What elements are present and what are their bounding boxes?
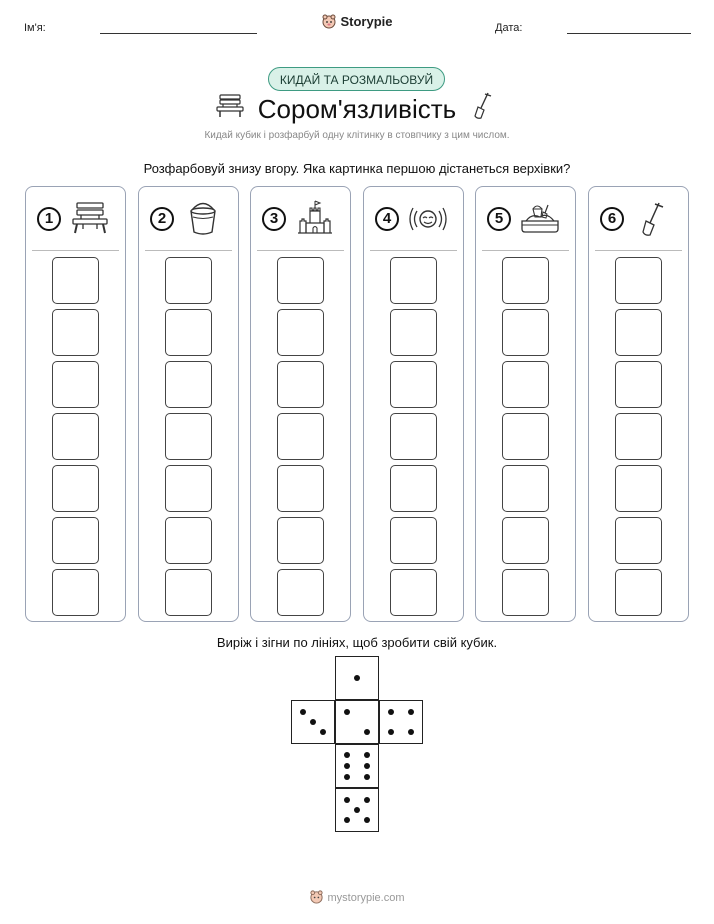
pip (354, 675, 360, 681)
date-label: Дата: (495, 22, 523, 34)
color-cell[interactable] (502, 361, 549, 408)
color-cell[interactable] (390, 257, 437, 304)
column-5 (475, 186, 576, 622)
cut-instruction: Виріж і зігни по лініях, щоб зробити свій кубик. (216, 635, 498, 650)
pip (344, 774, 350, 780)
pip (310, 719, 316, 725)
color-cell[interactable] (390, 465, 437, 512)
brand-logo (0, 13, 714, 29)
pip (344, 752, 350, 758)
color-cell[interactable] (277, 465, 324, 512)
footer-url[interactable]: mystorypie.com (327, 892, 405, 904)
column-number: 3 (262, 207, 286, 231)
color-cell[interactable] (277, 517, 324, 564)
divider (595, 250, 682, 251)
date-line[interactable] (567, 33, 691, 34)
mascot-icon (321, 13, 337, 29)
column-number: 1 (37, 207, 61, 231)
color-cell[interactable] (502, 465, 549, 512)
pip (344, 817, 350, 823)
activity-tag: КИДАЙ ТА РОЗМАЛЬОВУЙ (268, 67, 445, 91)
pip (300, 709, 306, 715)
column-4 (363, 186, 464, 622)
instruction: Розфарбовуй знизу вгору. Яка картинка першою дістанеться верхівки? (143, 161, 571, 176)
column-number: 5 (487, 207, 511, 231)
mascot-icon (309, 889, 324, 904)
page-title: Сором'язливість (257, 94, 457, 124)
color-cell[interactable] (52, 361, 99, 408)
divider (370, 250, 457, 251)
color-cell[interactable] (165, 465, 212, 512)
color-cell[interactable] (165, 413, 212, 460)
color-cell[interactable] (615, 309, 662, 356)
pip (408, 729, 414, 735)
color-cell[interactable] (502, 257, 549, 304)
name-line[interactable] (100, 33, 257, 34)
color-cell[interactable] (52, 413, 99, 460)
die-face-6 (335, 744, 379, 788)
color-cell[interactable] (502, 517, 549, 564)
column-6 (588, 186, 689, 622)
color-cell[interactable] (615, 465, 662, 512)
divider (145, 250, 232, 251)
pip (364, 752, 370, 758)
name-label: Ім'я: (24, 22, 46, 34)
color-cell[interactable] (502, 309, 549, 356)
color-cell[interactable] (615, 361, 662, 408)
die-face-2 (335, 700, 379, 744)
color-cell[interactable] (52, 465, 99, 512)
pip (364, 763, 370, 769)
column-2 (138, 186, 239, 622)
color-cell[interactable] (165, 257, 212, 304)
color-cell[interactable] (165, 517, 212, 564)
pip (364, 774, 370, 780)
column-number: 6 (600, 207, 624, 231)
color-cell[interactable] (165, 361, 212, 408)
color-cell[interactable] (165, 309, 212, 356)
color-cell[interactable] (390, 569, 437, 616)
die-face-4 (379, 700, 423, 744)
divider (257, 250, 344, 251)
bucket-icon (183, 199, 223, 239)
column-3 (250, 186, 351, 622)
shovel-icon (633, 199, 673, 239)
column-number: 4 (375, 207, 399, 231)
color-cell[interactable] (277, 361, 324, 408)
pip (364, 797, 370, 803)
color-cell[interactable] (277, 257, 324, 304)
brand-name: Storypie (340, 14, 393, 29)
divider (482, 250, 569, 251)
pip (388, 729, 394, 735)
die-face-1 (335, 656, 379, 700)
color-cell[interactable] (52, 569, 99, 616)
column-number: 2 (150, 207, 174, 231)
shovel-icon (472, 91, 494, 121)
color-cell[interactable] (390, 413, 437, 460)
pip (388, 709, 394, 715)
color-cell[interactable] (277, 309, 324, 356)
divider (32, 250, 119, 251)
color-cell[interactable] (615, 517, 662, 564)
color-cell[interactable] (615, 413, 662, 460)
color-cell[interactable] (502, 413, 549, 460)
pip (344, 709, 350, 715)
column-1 (25, 186, 126, 622)
shy-face-icon (408, 199, 448, 239)
pip (364, 817, 370, 823)
bench-icon (70, 199, 110, 239)
color-cell[interactable] (165, 569, 212, 616)
subtitle: Кидай кубик і розфарбуй одну клітинку в стовпчику з цим числом. (204, 130, 510, 141)
pip (408, 709, 414, 715)
die-face-3 (291, 700, 335, 744)
sandcastle-icon (295, 199, 335, 239)
pip (344, 763, 350, 769)
color-cell[interactable] (390, 309, 437, 356)
color-cell[interactable] (502, 569, 549, 616)
color-cell[interactable] (390, 517, 437, 564)
sandbox-icon (520, 199, 560, 239)
color-cell[interactable] (390, 361, 437, 408)
color-cell[interactable] (52, 309, 99, 356)
color-cell[interactable] (277, 413, 324, 460)
pip (354, 807, 360, 813)
pip (364, 729, 370, 735)
color-cell[interactable] (615, 257, 662, 304)
die-face-5 (335, 788, 379, 832)
color-cell[interactable] (52, 517, 99, 564)
color-cell[interactable] (52, 257, 99, 304)
color-cell[interactable] (615, 569, 662, 616)
footer (0, 889, 714, 904)
pip (344, 797, 350, 803)
pip (320, 729, 326, 735)
color-cell[interactable] (277, 569, 324, 616)
